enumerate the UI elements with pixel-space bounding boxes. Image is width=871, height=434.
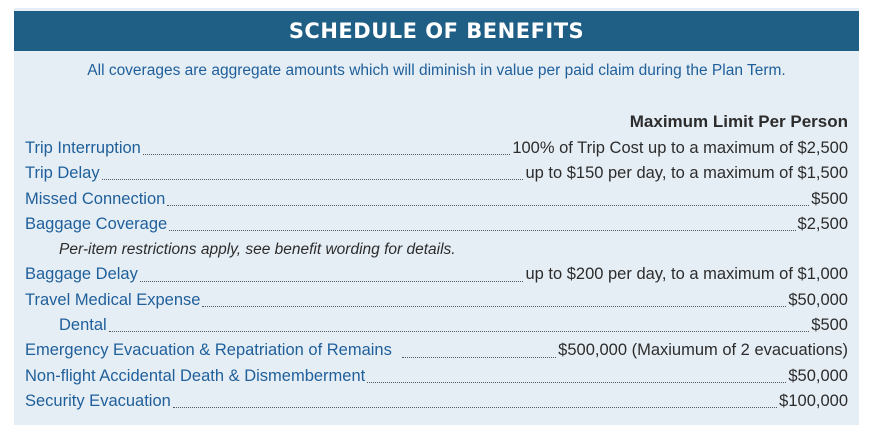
benefit-label: Dental [59, 316, 107, 335]
benefit-value: $50,000 [788, 366, 848, 385]
dot-leader [109, 331, 810, 332]
benefit-label: Trip Interruption [25, 139, 141, 157]
benefit-row-travel-medical-expense [25, 288, 848, 313]
dot-leader [402, 357, 556, 358]
benefit-row-missed-connection [25, 187, 848, 212]
benefit-row-dental [25, 313, 848, 338]
benefit-value: $500 [811, 316, 848, 335]
benefit-row-trip-delay [25, 161, 848, 186]
column-header: Maximum Limit Per Person [629, 112, 848, 131]
benefit-value: $500 [811, 189, 848, 208]
benefit-row-baggage-delay [25, 262, 848, 287]
benefit-value: $500,000 (Maxiumum of 2 evacuations) [558, 341, 848, 360]
benefit-label: Missed Connection [25, 189, 166, 208]
benefit-label: Non-flight Accidental Death & Dismemberment [25, 366, 366, 385]
benefit-value: $100,000 [779, 391, 848, 410]
benefit-value: up to $150 per day, to a maximum of $1,500 [525, 164, 848, 183]
benefit-row-accidental-death [25, 364, 848, 389]
benefit-value: 100% of Trip Cost up to a maximum of $2,500 [512, 139, 848, 157]
benefits-panel [14, 8, 859, 425]
page-title: SCHEDULE OF BENEFITS [14, 11, 859, 51]
benefit-label: Emergency Evacuation & Repatriation of Remains [25, 341, 392, 360]
benefit-row-baggage-coverage [25, 212, 848, 237]
dot-leader [367, 382, 786, 383]
benefit-row-emergency-evacuation [25, 338, 848, 363]
benefit-value: up to $200 per day, to a maximum of $1,000 [525, 265, 848, 284]
benefit-label: Travel Medical Expense [25, 290, 201, 309]
dot-leader [173, 407, 777, 408]
dot-leader [167, 205, 809, 206]
benefit-row-security-evacuation [25, 389, 848, 414]
benefit-note: Per-item restrictions apply, see benefit wording for details. [59, 241, 456, 259]
intro-text: All coverages are aggregate amounts which will diminish in value per paid claim during the Plan Term. [87, 62, 786, 79]
benefit-value: $50,000 [788, 290, 848, 309]
dot-leader [140, 281, 524, 282]
dot-leader [202, 306, 786, 307]
benefit-label: Security Evacuation [25, 391, 171, 410]
dot-leader [169, 230, 795, 231]
benefit-label: Baggage Delay [25, 265, 138, 284]
dot-leader [102, 179, 524, 180]
benefit-label: Trip Delay [25, 164, 100, 183]
benefit-value: $2,500 [797, 214, 848, 233]
benefit-label: Baggage Coverage [25, 214, 168, 233]
benefit-row-trip-interruption [25, 136, 848, 161]
benefits-list [25, 136, 848, 414]
dot-leader [143, 154, 510, 155]
